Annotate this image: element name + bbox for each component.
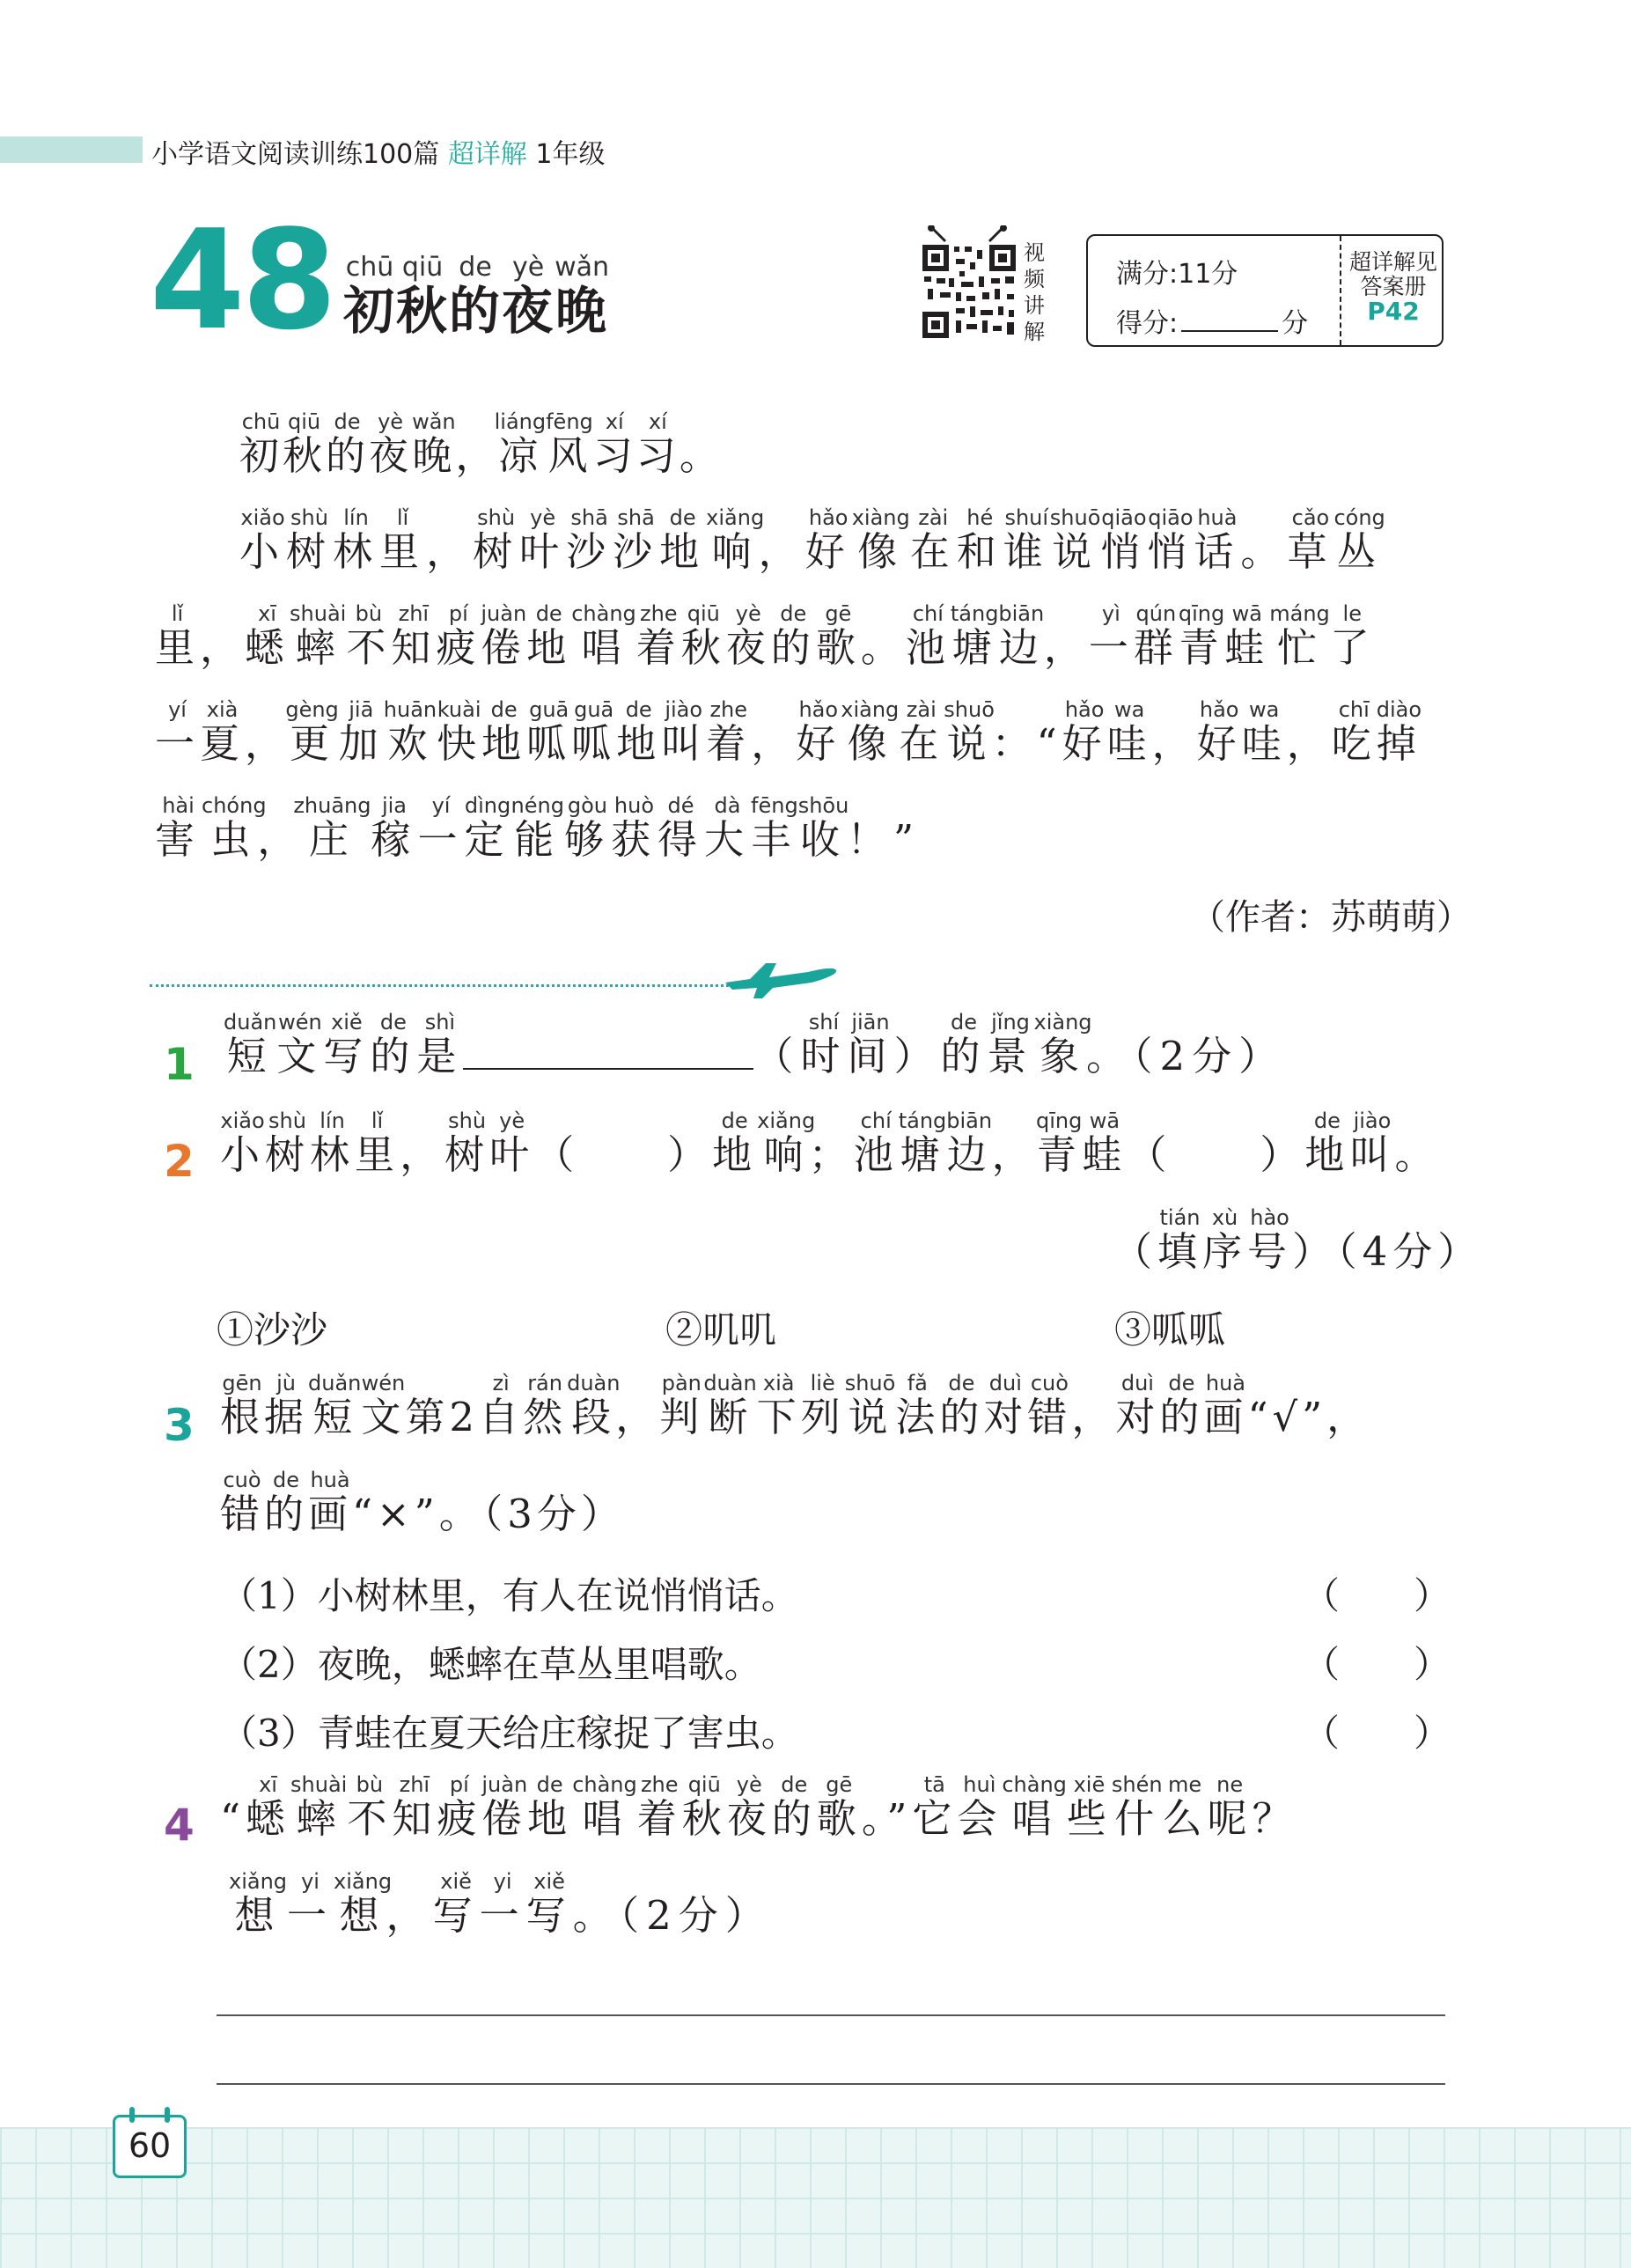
hanzi-with-pinyin: 的de bbox=[940, 1010, 988, 1079]
hanzi-with-pinyin: 着zhe bbox=[706, 697, 752, 767]
hanzi-with-pinyin: 秋qiū bbox=[396, 252, 450, 341]
hanzi-with-pinyin: 写xiě bbox=[525, 1869, 573, 1939]
hanzi-with-pinyin: 夜yè bbox=[725, 601, 771, 671]
hanzi-with-pinyin: 地de bbox=[1304, 1108, 1350, 1178]
q1-text-before bbox=[224, 1010, 464, 1079]
hanzi-with-pinyin: 掉diào bbox=[1376, 697, 1422, 767]
hanzi-with-pinyin: 吃chī bbox=[1331, 697, 1377, 767]
punctuation: ）（4分） bbox=[1292, 1228, 1483, 1275]
hanzi-with-pinyin: 好hǎo bbox=[1196, 697, 1242, 767]
punctuation: ， bbox=[1151, 720, 1197, 767]
hanzi-with-pinyin: 边biān bbox=[946, 1108, 993, 1178]
hanzi-with-pinyin: 在zài bbox=[899, 697, 944, 767]
punctuation: ， bbox=[758, 528, 805, 575]
hanzi-with-pinyin: 什shén bbox=[1111, 1772, 1163, 1842]
hanzi-with-pinyin: 初chū bbox=[239, 409, 283, 479]
hanzi-with-pinyin: 的de bbox=[1159, 1371, 1204, 1440]
passage-line-2 bbox=[239, 505, 1385, 577]
hanzi-with-pinyin: 够gòu bbox=[563, 793, 611, 863]
question-2 bbox=[220, 1108, 1440, 1180]
punctuation: 。 bbox=[1394, 1131, 1440, 1178]
punctuation: ， bbox=[991, 1131, 1037, 1178]
punctuation: ， bbox=[245, 720, 290, 767]
hanzi-with-pinyin: 池chí bbox=[905, 601, 951, 671]
hanzi-with-pinyin: 欢huān bbox=[383, 697, 437, 767]
q2-number: 2 bbox=[164, 1136, 195, 1187]
hanzi-with-pinyin: 想xiǎng bbox=[334, 1869, 393, 1939]
hanzi-with-pinyin: 里lǐ bbox=[355, 1108, 400, 1178]
hanzi-with-pinyin: 象xiàng bbox=[1033, 1010, 1092, 1079]
hanzi-with-pinyin: 大dà bbox=[704, 793, 752, 863]
hanzi-with-pinyin: 丛cóng bbox=[1333, 505, 1385, 575]
hanzi-with-pinyin: 说shuō bbox=[844, 1371, 896, 1440]
hanzi-with-pinyin: 画huà bbox=[308, 1468, 353, 1537]
lesson-number: 48 bbox=[150, 200, 334, 360]
hanzi-with-pinyin: 想xiǎng bbox=[229, 1869, 288, 1939]
hanzi-with-pinyin: 短duǎn bbox=[308, 1371, 362, 1440]
hanzi-with-pinyin: 夏xià bbox=[200, 697, 246, 767]
answer-page: P42 bbox=[1367, 297, 1420, 326]
airplane-icon bbox=[724, 947, 838, 1000]
hanzi-with-pinyin: 地de bbox=[659, 505, 707, 575]
hanzi-with-pinyin: 秋qiū bbox=[680, 601, 726, 671]
hanzi-with-pinyin: 丰fēng bbox=[751, 793, 798, 863]
punctuation: ！” bbox=[847, 816, 922, 863]
hanzi-with-pinyin: 树shù bbox=[286, 505, 334, 575]
hanzi-with-pinyin: 的de bbox=[939, 1371, 984, 1440]
hanzi-with-pinyin: 蛙wā bbox=[1224, 601, 1270, 671]
section-divider bbox=[150, 984, 739, 987]
hanzi-with-pinyin: 自zì bbox=[479, 1371, 524, 1440]
q2-hint bbox=[1113, 1205, 1483, 1277]
q3-item-1-answer[interactable]: （ ） bbox=[1303, 1574, 1451, 1617]
hanzi-with-pinyin: 了le bbox=[1329, 601, 1375, 671]
question-1 bbox=[224, 1012, 1285, 1081]
q2-text-part2 bbox=[667, 1108, 1172, 1178]
punctuation: “ bbox=[220, 1795, 246, 1842]
hanzi-with-pinyin: 呱guā bbox=[526, 697, 572, 767]
hanzi-with-pinyin: 断duàn bbox=[703, 1371, 757, 1440]
hanzi-with-pinyin: 风fēng bbox=[546, 409, 593, 479]
hanzi-with-pinyin: 蟀shuài bbox=[290, 601, 347, 671]
hanzi-with-pinyin: 林lín bbox=[333, 505, 380, 575]
hanzi-with-pinyin: 对duì bbox=[1115, 1371, 1160, 1440]
punctuation: 。（2分） bbox=[572, 1892, 772, 1939]
hanzi-with-pinyin: 秋qiū bbox=[283, 409, 327, 479]
hanzi-with-pinyin: 些xiē bbox=[1066, 1772, 1112, 1842]
q1-text-after bbox=[753, 1010, 1286, 1079]
book-accent: 超详解 bbox=[447, 139, 527, 170]
punctuation: ， bbox=[257, 816, 305, 863]
hanzi-with-pinyin: 疲pí bbox=[437, 1772, 482, 1842]
hanzi-with-pinyin: 错cuò bbox=[220, 1468, 265, 1537]
hanzi-with-pinyin: 着zhe bbox=[636, 1772, 682, 1842]
hanzi-with-pinyin: 虫chóng bbox=[202, 793, 267, 863]
hanzi-with-pinyin: 谁shuí bbox=[1003, 505, 1050, 575]
q3-item-1: （1）小树林里，有人在说悄悄话。 bbox=[220, 1574, 798, 1617]
hanzi-with-pinyin: 一yì bbox=[1088, 601, 1134, 671]
hanzi-with-pinyin: 好hǎo bbox=[804, 505, 852, 575]
question-number-2 bbox=[164, 1136, 195, 1187]
punctuation: （ bbox=[1127, 1131, 1172, 1178]
hanzi-with-pinyin: 的de bbox=[771, 1772, 817, 1842]
hanzi-with-pinyin: 的de bbox=[370, 1010, 417, 1079]
hanzi-with-pinyin: 唱chàng bbox=[572, 1772, 637, 1842]
hanzi-with-pinyin: 哇wa bbox=[1241, 697, 1287, 767]
hanzi-with-pinyin: 林lín bbox=[310, 1108, 356, 1178]
hanzi-with-pinyin: 里lǐ bbox=[155, 601, 201, 671]
punctuation: ， bbox=[426, 528, 474, 575]
hanzi-with-pinyin: 知zhī bbox=[392, 1772, 437, 1842]
qr-caption-char: 视 bbox=[1024, 240, 1045, 265]
hanzi-with-pinyin: 景jǐng bbox=[987, 1010, 1034, 1079]
hanzi-with-pinyin: 夜yè bbox=[726, 1772, 772, 1842]
punctuation: ， bbox=[1043, 624, 1089, 671]
punctuation: ， bbox=[1286, 720, 1332, 767]
hanzi-with-pinyin: 树shù bbox=[444, 1108, 490, 1178]
qr-caption-char: 解 bbox=[1024, 320, 1045, 344]
punctuation: ， bbox=[455, 432, 499, 479]
punctuation: ， bbox=[751, 720, 797, 767]
hanzi-with-pinyin: 好hǎo bbox=[796, 697, 841, 767]
hanzi-with-pinyin: 的de bbox=[326, 409, 370, 479]
hanzi-with-pinyin: 说shuō bbox=[944, 697, 995, 767]
q3-line-2 bbox=[220, 1470, 625, 1539]
hanzi-with-pinyin: 着zhe bbox=[636, 601, 681, 671]
hanzi-with-pinyin: 蟋xī bbox=[245, 601, 290, 671]
hanzi-with-pinyin: 号hào bbox=[1247, 1205, 1293, 1275]
hanzi-with-pinyin: 哇wa bbox=[1106, 697, 1152, 767]
hanzi-with-pinyin: 定dìng bbox=[464, 793, 511, 863]
punctuation: ？ bbox=[1252, 1795, 1297, 1842]
hanzi-with-pinyin: 的de bbox=[449, 252, 503, 341]
hanzi-with-pinyin: 沙shā bbox=[613, 505, 660, 575]
hanzi-with-pinyin: 能néng bbox=[511, 793, 564, 863]
hanzi-with-pinyin: 草cǎo bbox=[1287, 505, 1334, 575]
hanzi-with-pinyin: 文wén bbox=[276, 1010, 324, 1079]
hanzi-with-pinyin: 唱chàng bbox=[1002, 1772, 1067, 1842]
hanzi-with-pinyin: 对duì bbox=[983, 1371, 1028, 1440]
hanzi-with-pinyin: 蟋xī bbox=[246, 1772, 291, 1842]
hanzi-with-pinyin: 像xiàng bbox=[851, 505, 910, 575]
hanzi-with-pinyin: 间jiān bbox=[847, 1010, 894, 1079]
book-header bbox=[151, 132, 605, 171]
hanzi-with-pinyin: 地de bbox=[712, 1108, 758, 1178]
punctuation: “√”， bbox=[1247, 1394, 1371, 1440]
hanzi-with-pinyin: 话huà bbox=[1194, 505, 1241, 575]
hanzi-with-pinyin: 列liè bbox=[800, 1371, 845, 1440]
hanzi-with-pinyin: 一yi bbox=[479, 1869, 526, 1939]
hanzi-with-pinyin: 像xiàng bbox=[841, 697, 900, 767]
hanzi-with-pinyin: 得dé bbox=[657, 793, 704, 863]
hanzi-with-pinyin: 青qīng bbox=[1036, 1108, 1083, 1178]
lesson-title bbox=[343, 252, 609, 343]
hanzi-with-pinyin: 蟀shuài bbox=[290, 1772, 348, 1842]
hanzi-with-pinyin: 青qīng bbox=[1178, 601, 1225, 671]
hanzi-with-pinyin: 它tā bbox=[912, 1772, 958, 1842]
hanzi-with-pinyin: 呢ne bbox=[1207, 1772, 1253, 1842]
page-number-box bbox=[113, 2115, 187, 2178]
punctuation: 第 bbox=[405, 1394, 450, 1440]
hanzi-with-pinyin: 会huì bbox=[957, 1772, 1003, 1842]
hanzi-with-pinyin: 一yi bbox=[287, 1869, 334, 1939]
hanzi-with-pinyin: 夜yè bbox=[369, 409, 413, 479]
hanzi-with-pinyin: 习xí bbox=[592, 409, 636, 479]
got-score-label: 得分: bbox=[1116, 308, 1179, 339]
hanzi-with-pinyin: 和hé bbox=[956, 505, 1003, 575]
question-number-3 bbox=[164, 1400, 195, 1451]
hanzi-with-pinyin: 错cuò bbox=[1027, 1371, 1072, 1440]
score-divider bbox=[1340, 236, 1341, 345]
hanzi-with-pinyin: 地de bbox=[481, 697, 527, 767]
passage-line-4 bbox=[155, 697, 1422, 769]
q4-number: 4 bbox=[164, 1800, 195, 1851]
hanzi-with-pinyin: 据jù bbox=[264, 1371, 309, 1440]
hanzi-with-pinyin: 塘táng bbox=[950, 601, 999, 671]
passage-line-3 bbox=[155, 601, 1375, 673]
hanzi-with-pinyin: 的de bbox=[264, 1468, 309, 1537]
q3-line-1 bbox=[220, 1373, 1370, 1442]
book-grade: 1年级 bbox=[535, 139, 606, 170]
passage-line-1 bbox=[239, 409, 723, 481]
hanzi-with-pinyin: 沙shā bbox=[566, 505, 613, 575]
hanzi-with-pinyin: 害hài bbox=[155, 793, 202, 863]
hanzi-with-pinyin: 响xiǎng bbox=[706, 505, 765, 575]
hanzi-with-pinyin: 文wén bbox=[361, 1371, 406, 1440]
full-score: 满分:11分 bbox=[1116, 259, 1238, 290]
hanzi-with-pinyin: 塘táng bbox=[898, 1108, 947, 1178]
page-number: 60 bbox=[128, 2126, 172, 2165]
q2-option-2: ②叽叽 bbox=[665, 1308, 777, 1351]
hanzi-with-pinyin: 倦juàn bbox=[481, 601, 527, 671]
punctuation: ， bbox=[400, 1131, 445, 1178]
hanzi-with-pinyin: 夜yè bbox=[502, 252, 555, 341]
hanzi-with-pinyin: 里lǐ bbox=[379, 505, 427, 575]
hanzi-with-pinyin: 歌gē bbox=[816, 1772, 862, 1842]
hanzi-with-pinyin: 不bù bbox=[347, 1772, 393, 1842]
answer-note bbox=[1345, 250, 1442, 324]
q3-item-2: （2）夜晚，蟋蟀在草丛里唱歌。 bbox=[220, 1643, 761, 1686]
punctuation: 。（2分） bbox=[1086, 1033, 1286, 1079]
book-series: 小学语文阅读训练100篇 bbox=[151, 139, 440, 170]
hanzi-with-pinyin: 凉liáng bbox=[494, 409, 547, 479]
hanzi-with-pinyin: 然rán bbox=[523, 1371, 568, 1440]
hanzi-with-pinyin: 疲pí bbox=[436, 601, 481, 671]
hanzi-with-pinyin: 快kuài bbox=[437, 697, 482, 767]
hanzi-with-pinyin: 在zài bbox=[909, 505, 957, 575]
hanzi-with-pinyin: 叶yè bbox=[489, 1108, 535, 1178]
hanzi-with-pinyin: 晚wǎn bbox=[555, 252, 609, 341]
header-band bbox=[0, 136, 143, 163]
hanzi-with-pinyin: 法fǎ bbox=[895, 1371, 940, 1440]
hanzi-with-pinyin: 说shuō bbox=[1049, 505, 1101, 575]
hanzi-with-pinyin: 更gèng bbox=[285, 697, 339, 767]
question-number-1 bbox=[164, 1039, 195, 1090]
hanzi-with-pinyin: 填tián bbox=[1157, 1205, 1203, 1275]
question-number-4 bbox=[164, 1800, 195, 1851]
punctuation: ：“ bbox=[991, 720, 1062, 767]
hanzi-with-pinyin: 不bù bbox=[346, 601, 392, 671]
punctuation: 。 bbox=[679, 432, 723, 479]
hanzi-with-pinyin: 边biān bbox=[998, 601, 1045, 671]
hanzi-with-pinyin: 么me bbox=[1162, 1772, 1208, 1842]
hanzi-with-pinyin: 小xiǎo bbox=[220, 1108, 266, 1178]
hanzi-with-pinyin: 晚wǎn bbox=[412, 409, 456, 479]
hanzi-with-pinyin: 写xiě bbox=[432, 1869, 480, 1939]
score-box bbox=[1086, 234, 1444, 347]
hanzi-with-pinyin: 蛙wā bbox=[1082, 1108, 1128, 1178]
hanzi-with-pinyin: 判pàn bbox=[659, 1371, 704, 1440]
q3-item-2-answer[interactable]: （ ） bbox=[1303, 1643, 1451, 1686]
hanzi-with-pinyin: 响xiǎng bbox=[757, 1108, 816, 1178]
q2-option-1: ①沙沙 bbox=[217, 1308, 328, 1351]
punctuation: ， bbox=[200, 624, 246, 671]
answer-note-line: 超详解见 bbox=[1348, 249, 1437, 275]
q4-line-2 bbox=[229, 1869, 772, 1940]
punctuation: ， bbox=[1071, 1394, 1116, 1440]
hanzi-with-pinyin: 画huà bbox=[1203, 1371, 1248, 1440]
hanzi-with-pinyin: 歌gē bbox=[815, 601, 861, 671]
hanzi-with-pinyin: 地de bbox=[527, 1772, 573, 1842]
punctuation: ， bbox=[615, 1394, 660, 1440]
q2-text-part1 bbox=[220, 1108, 580, 1178]
punctuation: ） bbox=[893, 1033, 941, 1079]
hanzi-with-pinyin: 悄qiāo bbox=[1147, 505, 1194, 575]
hanzi-with-pinyin: 的de bbox=[770, 601, 816, 671]
hanzi-with-pinyin: 叫jiào bbox=[661, 697, 707, 767]
qr-code-icon[interactable] bbox=[921, 225, 1026, 349]
hanzi-with-pinyin: 段duàn bbox=[567, 1371, 621, 1440]
hanzi-with-pinyin: 秋qiū bbox=[681, 1772, 727, 1842]
answer-note-line: 答案册 bbox=[1360, 274, 1427, 299]
q1-answer-blank[interactable] bbox=[463, 1068, 753, 1070]
punctuation: （ bbox=[1113, 1228, 1158, 1275]
qr-caption bbox=[1021, 239, 1047, 345]
punctuation: （ bbox=[534, 1131, 580, 1178]
hanzi-with-pinyin: 地de bbox=[616, 697, 662, 767]
punctuation: “×”。（3分） bbox=[352, 1491, 625, 1537]
footer-grid bbox=[0, 2127, 1631, 2268]
q4-answer-line-1[interactable] bbox=[217, 2014, 1445, 2016]
punctuation: ， bbox=[386, 1892, 433, 1939]
punctuation: ） bbox=[1260, 1131, 1305, 1178]
passage-line-5 bbox=[155, 793, 922, 865]
hanzi-with-pinyin: 小xiǎo bbox=[239, 505, 287, 575]
hanzi-with-pinyin: 写xiě bbox=[323, 1010, 371, 1079]
hanzi-with-pinyin: 树shù bbox=[265, 1108, 311, 1178]
hanzi-with-pinyin: 叶yè bbox=[519, 505, 567, 575]
hanzi-with-pinyin: 一yí bbox=[155, 697, 201, 767]
q2-text-part3 bbox=[1260, 1108, 1440, 1178]
punctuation: 。 bbox=[1240, 528, 1288, 575]
author: （作者：苏萌萌） bbox=[1190, 897, 1472, 938]
hanzi-with-pinyin: 时shí bbox=[800, 1010, 848, 1079]
q3-item-3: （3）青蛙在夏天给庄稼捉了害虫。 bbox=[220, 1712, 798, 1755]
hanzi-with-pinyin: 一yí bbox=[417, 793, 465, 863]
q3-number: 3 bbox=[164, 1400, 195, 1451]
punctuation: （ bbox=[753, 1033, 801, 1079]
hanzi-with-pinyin: 知zhī bbox=[391, 601, 437, 671]
hanzi-with-pinyin: 树shù bbox=[473, 505, 520, 575]
hanzi-with-pinyin: 庄zhuāng bbox=[293, 793, 371, 863]
q4-line-1 bbox=[220, 1772, 1297, 1844]
got-score-unit: 分 bbox=[1282, 308, 1309, 339]
hanzi-with-pinyin: 初chū bbox=[343, 252, 397, 341]
hanzi-with-pinyin: 是shì bbox=[416, 1010, 464, 1079]
score-blank[interactable] bbox=[1181, 307, 1278, 332]
hanzi-with-pinyin: 叫jiào bbox=[1349, 1108, 1395, 1178]
hanzi-with-pinyin: 唱chàng bbox=[571, 601, 636, 671]
qr-caption-char: 频 bbox=[1024, 267, 1045, 291]
hanzi-with-pinyin: 倦juàn bbox=[481, 1772, 528, 1842]
hanzi-with-pinyin: 地de bbox=[526, 601, 572, 671]
q4-answer-line-2[interactable] bbox=[217, 2083, 1445, 2085]
hanzi-with-pinyin: 池chí bbox=[853, 1108, 899, 1178]
punctuation: 。” bbox=[861, 1795, 913, 1842]
hanzi-with-pinyin: 稼jia bbox=[371, 793, 418, 863]
hanzi-with-pinyin: 呱guā bbox=[571, 697, 617, 767]
hanzi-with-pinyin: 下xià bbox=[756, 1371, 801, 1440]
q2-option-3: ③呱呱 bbox=[1114, 1308, 1226, 1351]
punctuation: 。 bbox=[860, 624, 906, 671]
punctuation: 2 bbox=[449, 1394, 480, 1440]
hanzi-with-pinyin: 忙máng bbox=[1269, 601, 1330, 671]
hanzi-with-pinyin: 习xí bbox=[636, 409, 680, 479]
hanzi-with-pinyin: 收shōu bbox=[797, 793, 849, 863]
hanzi-with-pinyin: 加jiā bbox=[338, 697, 384, 767]
punctuation: ） bbox=[667, 1131, 713, 1178]
punctuation: ； bbox=[808, 1131, 854, 1178]
q3-item-3-answer[interactable]: （ ） bbox=[1303, 1712, 1451, 1755]
hanzi-with-pinyin: 悄qiāo bbox=[1100, 505, 1148, 575]
hanzi-with-pinyin: 好hǎo bbox=[1062, 697, 1107, 767]
hanzi-with-pinyin: 序xù bbox=[1202, 1205, 1248, 1275]
hanzi-with-pinyin: 根gēn bbox=[220, 1371, 265, 1440]
qr-caption-char: 讲 bbox=[1024, 293, 1045, 318]
hanzi-with-pinyin: 短duǎn bbox=[224, 1010, 277, 1079]
q1-number: 1 bbox=[164, 1039, 195, 1090]
hanzi-with-pinyin: 群qún bbox=[1133, 601, 1179, 671]
got-score bbox=[1116, 301, 1308, 340]
hanzi-with-pinyin: 获huò bbox=[610, 793, 658, 863]
